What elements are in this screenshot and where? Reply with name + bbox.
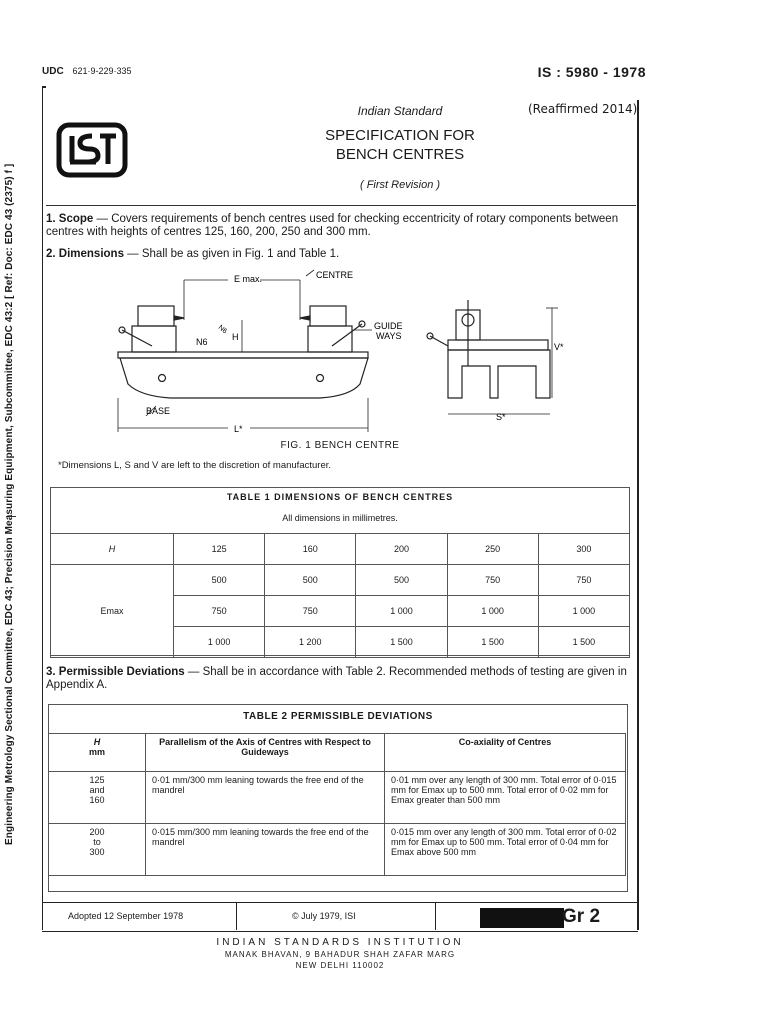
institution-address-line1: MANAK BHAVAN, 9 BAHADUR SHAH ZAFAR MARG <box>224 950 456 959</box>
table1-cell: 750 <box>265 596 356 627</box>
fig-label-centre: CENTRE <box>316 270 354 280</box>
frame-right-border <box>637 100 639 930</box>
table1 <box>50 533 630 658</box>
spec-title-line2: BENCH CENTRES <box>335 146 465 163</box>
udc-number: 621·9-229·335 <box>72 66 132 76</box>
table2-title: TABLE 2 PERMISSIBLE DEVIATIONS <box>243 711 433 722</box>
table2-coax-cell: 0·015 mm over any length of 300 mm. Total error of 0·02 mm for Emax up to 500 mm. Total error of 0·04 mm for Emax above 500 mm <box>385 824 626 876</box>
table1-title: TABLE 1 DIMENSIONS OF BENCH CENTRES <box>226 492 454 502</box>
scope-text: — Covers requirements of bench centres used for checking eccentricity of rotary components between centres with heights of centres 125, 160, 200, 250 and 300 mm. <box>46 213 619 238</box>
table1-cell: 1 500 <box>356 627 447 658</box>
table2-col-coax: Co-axiality of Centres <box>385 734 626 772</box>
scope-heading: 1. Scope <box>46 213 94 225</box>
table1-cell: 750 <box>447 565 538 596</box>
redaction-mark <box>480 908 564 928</box>
spec-title <box>250 126 550 164</box>
table1-cell: 500 <box>174 565 265 596</box>
table2-coax-cell: 0·01 mm over any length of 300 mm. Total error of 0·015 mm for Emax up to 500 mm. Total error of 0·02 mm for Emax greater than 500 mm <box>385 772 626 824</box>
spec-title-line1: SPECIFICATION FOR <box>325 127 475 144</box>
deviations-text: — Shall be in accordance with Table 2. Recommended methods of testing are given in Appendix A. <box>46 666 627 691</box>
table2-h-cell: 125 and 160 <box>49 772 146 824</box>
table1-emax-row <box>51 565 630 596</box>
copyright-note: © July 1979, ISI <box>292 911 356 921</box>
table2-row <box>49 772 626 824</box>
table2-row <box>49 824 626 876</box>
isi-logo <box>56 122 128 178</box>
table1-cell: 1 200 <box>265 627 356 658</box>
indian-standard-label: Indian Standard <box>357 104 443 118</box>
table2-col-parallel: Parallelism of the Axis of Centres with Respect to Guideways <box>146 734 385 772</box>
figure-caption: FIG. 1 BENCH CENTRE <box>280 440 400 451</box>
table1-cell: 200 <box>356 534 447 565</box>
dimensions-text: — Shall be as given in Fig. 1 and Table 1. <box>123 248 340 260</box>
fig-label-s: S* <box>496 412 506 422</box>
table1-h-row <box>51 534 630 565</box>
table1-h-label: H <box>51 534 174 565</box>
deviations-paragraph <box>46 666 636 692</box>
footer-divider <box>435 902 436 930</box>
standard-number: IS : 5980 - 1978 <box>537 64 646 80</box>
fig-label-v: V* <box>554 342 564 352</box>
table1-cell: 750 <box>174 596 265 627</box>
table2-header-row <box>49 734 626 772</box>
table1-cell: 1 500 <box>447 627 538 658</box>
table1-cell: 1 500 <box>538 627 629 658</box>
price-group: Gr 2 <box>562 906 601 927</box>
title-rule <box>46 205 636 206</box>
table1-cell: 1 000 <box>174 627 265 658</box>
scope-paragraph <box>46 213 636 239</box>
table1-cell: 750 <box>538 565 629 596</box>
dimensions-heading: 2. Dimensions <box>46 248 124 260</box>
adopted-date: Adopted 12 September 1978 <box>68 911 184 921</box>
dimensions-paragraph <box>46 248 636 261</box>
table1-cell: 1 000 <box>356 596 447 627</box>
table1-cell: 125 <box>174 534 265 565</box>
frame-left-border <box>42 88 43 930</box>
table1-cell: 500 <box>356 565 447 596</box>
institution-name: INDIAN STANDARDS INSTITUTION <box>216 937 464 948</box>
udc-label: UDC <box>42 66 64 77</box>
committee-side-text: Engineering Metrology Sectional Committee, EDC 43; Precision Measuring Equipment, Subcommittee, EDC 43:2 [ Ref: Doc: EDC 43 (2375) f ] <box>4 163 15 845</box>
fig-label-emax: E max. <box>234 274 263 284</box>
institution-address-line2: NEW DELHI 110002 <box>295 961 385 970</box>
fig-label-guide: GUIDE <box>374 321 403 331</box>
revision-label: ( First Revision ) <box>359 179 441 191</box>
bed-end-view <box>427 300 550 398</box>
table1-cell: 1 000 <box>447 596 538 627</box>
deviations-heading: 3. Permissible Deviations <box>46 666 185 678</box>
bed-front-view <box>118 306 368 398</box>
footer-divider <box>236 902 237 930</box>
table1-subtitle: All dimensions in millimetres. <box>282 513 398 523</box>
table1-cell: 1 000 <box>538 596 629 627</box>
table2-h-cell: 200 to 300 <box>49 824 146 876</box>
figure-footnote: *Dimensions L, S and V are left to the discretion of manufacturer. <box>58 460 332 471</box>
table2-parallel-cell: 0·01 mm/300 mm leaning towards the free end of the mandrel <box>146 772 385 824</box>
table2-col-h-label: H <box>93 737 101 747</box>
table1-cell: 160 <box>265 534 356 565</box>
table1-cell: 250 <box>447 534 538 565</box>
fig-label-ways: WAYS <box>376 331 402 341</box>
table1-emax-label: Emax <box>51 565 174 658</box>
bench-centre-figure <box>110 266 570 436</box>
fig-label-base: BASE <box>146 406 171 416</box>
table2-parallel-cell: 0·015 mm/300 mm leaning towards the free end of the mandrel <box>146 824 385 876</box>
table1-cell: 500 <box>265 565 356 596</box>
table2-col-h <box>49 734 146 772</box>
table1-cell: 300 <box>538 534 629 565</box>
fig-label-n6-top: N6 <box>216 324 229 336</box>
fig-label-h: H <box>232 332 239 342</box>
reaffirmed-note: (Reaffirmed 2014) <box>528 102 638 116</box>
fig-label-n6: N6 <box>196 337 208 347</box>
fig-label-l: L* <box>234 424 243 434</box>
table2-col-h-unit: mm <box>88 747 105 757</box>
udc-line <box>42 66 132 77</box>
table2 <box>48 733 626 876</box>
